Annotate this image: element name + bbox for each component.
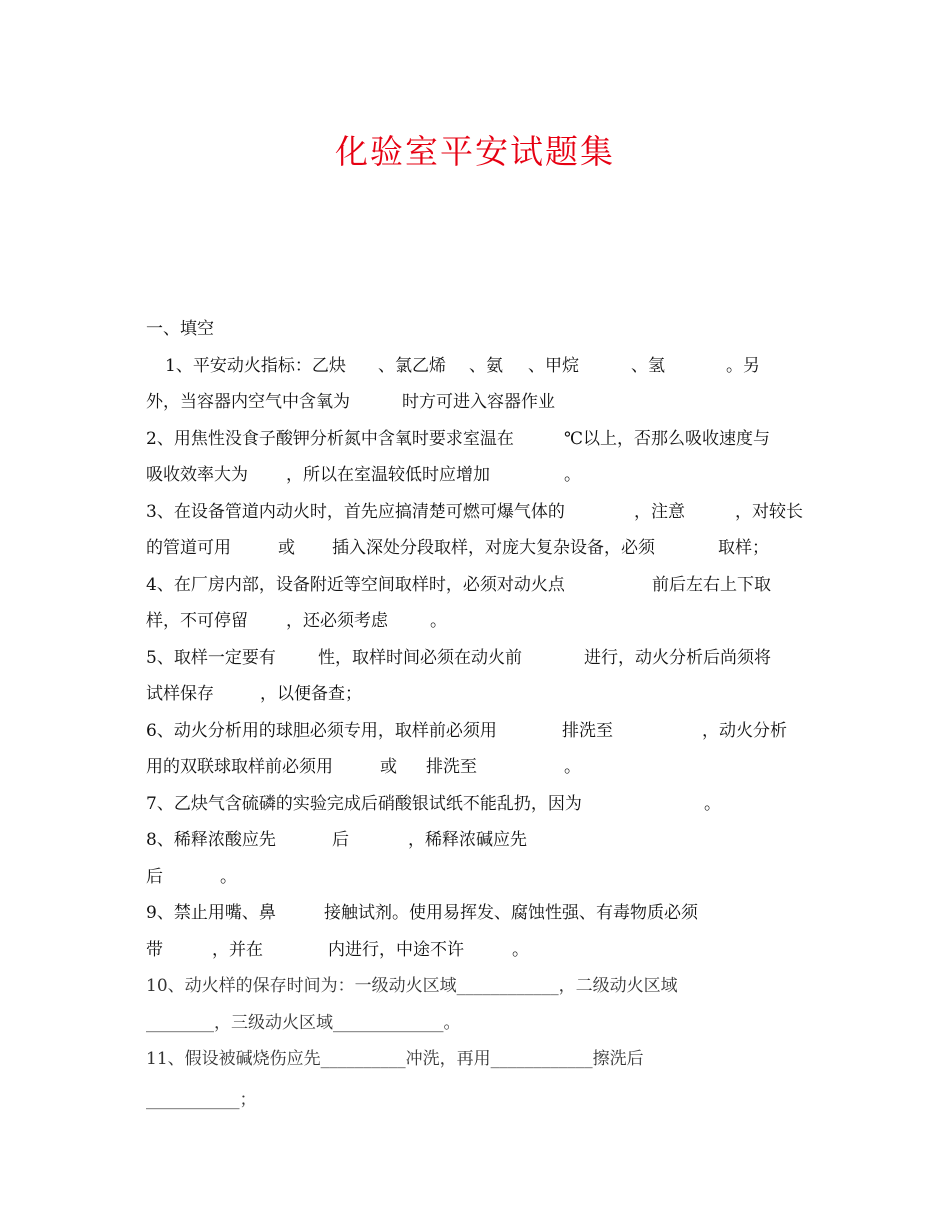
text-segment: 内进行，中途不许	[328, 939, 464, 960]
text-segment: ___________；	[146, 1089, 257, 1110]
text-segment: 10、动火样的保存时间为：一级动火区域____________，二级动火区域	[146, 976, 678, 996]
question-3-line-2	[146, 535, 806, 572]
question-6-line-2	[146, 754, 806, 791]
text-segment: 2、用焦性没食子酸钾分析氮中含氧时要求室温在	[146, 428, 514, 449]
text-segment: ℃以上，否那么吸收速度与	[564, 428, 771, 449]
text-segment: 9、禁止用嘴、鼻	[146, 903, 276, 923]
question-4-line-1	[146, 572, 806, 609]
text-segment: 吸收效率大为	[146, 465, 248, 485]
text-segment: 接触试剂。使用易挥发、腐蚀性强、有毒物质必须	[324, 903, 698, 923]
text-segment: 进行，动火分析后尚须将	[584, 647, 771, 668]
section-heading	[146, 316, 806, 353]
question-2-line-1	[146, 426, 806, 463]
question-9-line-2	[146, 937, 806, 974]
text-segment: 。另	[726, 355, 760, 376]
text-segment: 、氨	[469, 355, 503, 376]
text-segment: 6、动火分析用的球胆必须专用，取样前必须用	[146, 720, 497, 741]
text-segment: 3、在设备管道内动火时，首先应搞清楚可燃可爆气体的	[146, 501, 565, 522]
text-segment: 用的双联球取样前必须用	[146, 757, 333, 777]
question-1-line-2	[146, 389, 806, 426]
text-segment: 11、假设被碱烧伤应先__________冲洗，再用____________擦洗后	[146, 1049, 644, 1069]
text-segment: 带	[146, 939, 163, 960]
text-segment: 或	[278, 538, 295, 558]
text-segment: 插入深处分段取样，对庞大复杂设备，必须	[332, 538, 655, 558]
document-body	[146, 316, 806, 1123]
question-11-line-2	[146, 1087, 806, 1124]
text-segment: 。	[564, 465, 581, 485]
question-6-line-1	[146, 718, 806, 755]
question-5-line-2	[146, 681, 806, 718]
question-9-line-1	[146, 900, 806, 937]
text-segment: 取样；	[718, 538, 769, 558]
text-segment: 时方可进入容器作业	[402, 392, 555, 412]
text-segment: 。	[430, 611, 447, 631]
text-segment: 排洗至	[426, 757, 477, 777]
text-segment: 或	[380, 757, 397, 777]
text-segment: 。	[564, 757, 581, 777]
question-4-line-2	[146, 608, 806, 645]
text-segment: 7、乙炔气含硫磷的实验完成后硝酸银试纸不能乱扔，因为	[146, 793, 582, 814]
text-segment: 排洗至	[562, 720, 613, 741]
question-5-line-1	[146, 645, 806, 682]
section-heading-text: 一、填空	[146, 319, 214, 339]
question-7-line-1	[146, 791, 806, 828]
text-segment: 1、平安动火指标：乙炔	[165, 355, 346, 376]
text-segment: ，还必须考虑	[286, 611, 388, 631]
text-segment: ，对较长	[735, 501, 803, 522]
text-segment: 4、在厂房内部，设备附近等空间取样时，必须对动火点	[146, 574, 565, 595]
text-segment: ，稀释浓碱应先	[408, 830, 527, 850]
question-8-line-2	[146, 864, 806, 901]
question-10-line-2	[146, 1010, 806, 1047]
text-segment: ________，三级动火区域_____________。	[146, 1012, 461, 1033]
question-3-line-1	[146, 499, 806, 536]
text-segment: 。	[220, 866, 237, 887]
text-segment: 、氯乙烯	[378, 355, 446, 376]
text-segment: 性，取样时间必须在动火前	[318, 647, 522, 668]
text-segment: 、甲烷	[528, 355, 579, 376]
text-segment: 外，当容器内空气中含氧为	[146, 392, 350, 412]
text-segment: 、氢	[631, 355, 665, 376]
text-segment: 的管道可用	[146, 538, 231, 558]
question-1-line-1	[146, 353, 806, 390]
text-segment: 后	[146, 866, 163, 887]
text-segment: 8、稀释浓酸应先	[146, 830, 276, 850]
text-segment: ，以便备查；	[260, 684, 362, 704]
text-segment: 后	[332, 830, 349, 850]
text-segment: 。	[704, 793, 721, 814]
text-segment: 样，不可停留	[146, 611, 248, 631]
text-segment: 5、取样一定要有	[146, 647, 276, 668]
text-segment: ，注意	[634, 501, 685, 522]
question-2-line-2	[146, 462, 806, 499]
question-10-line-1	[146, 973, 806, 1010]
question-8-line-1	[146, 827, 806, 864]
text-segment: 。	[512, 939, 529, 960]
text-segment: ，并在	[212, 939, 263, 960]
text-segment: 前后左右上下取	[652, 574, 771, 595]
page-title: 化验室平安试题集	[335, 132, 615, 171]
text-segment: ，动火分析	[702, 720, 787, 741]
question-11-line-1	[146, 1046, 806, 1083]
text-segment: 试样保存	[146, 684, 214, 704]
text-segment: ，所以在室温较低时应增加	[286, 465, 490, 485]
